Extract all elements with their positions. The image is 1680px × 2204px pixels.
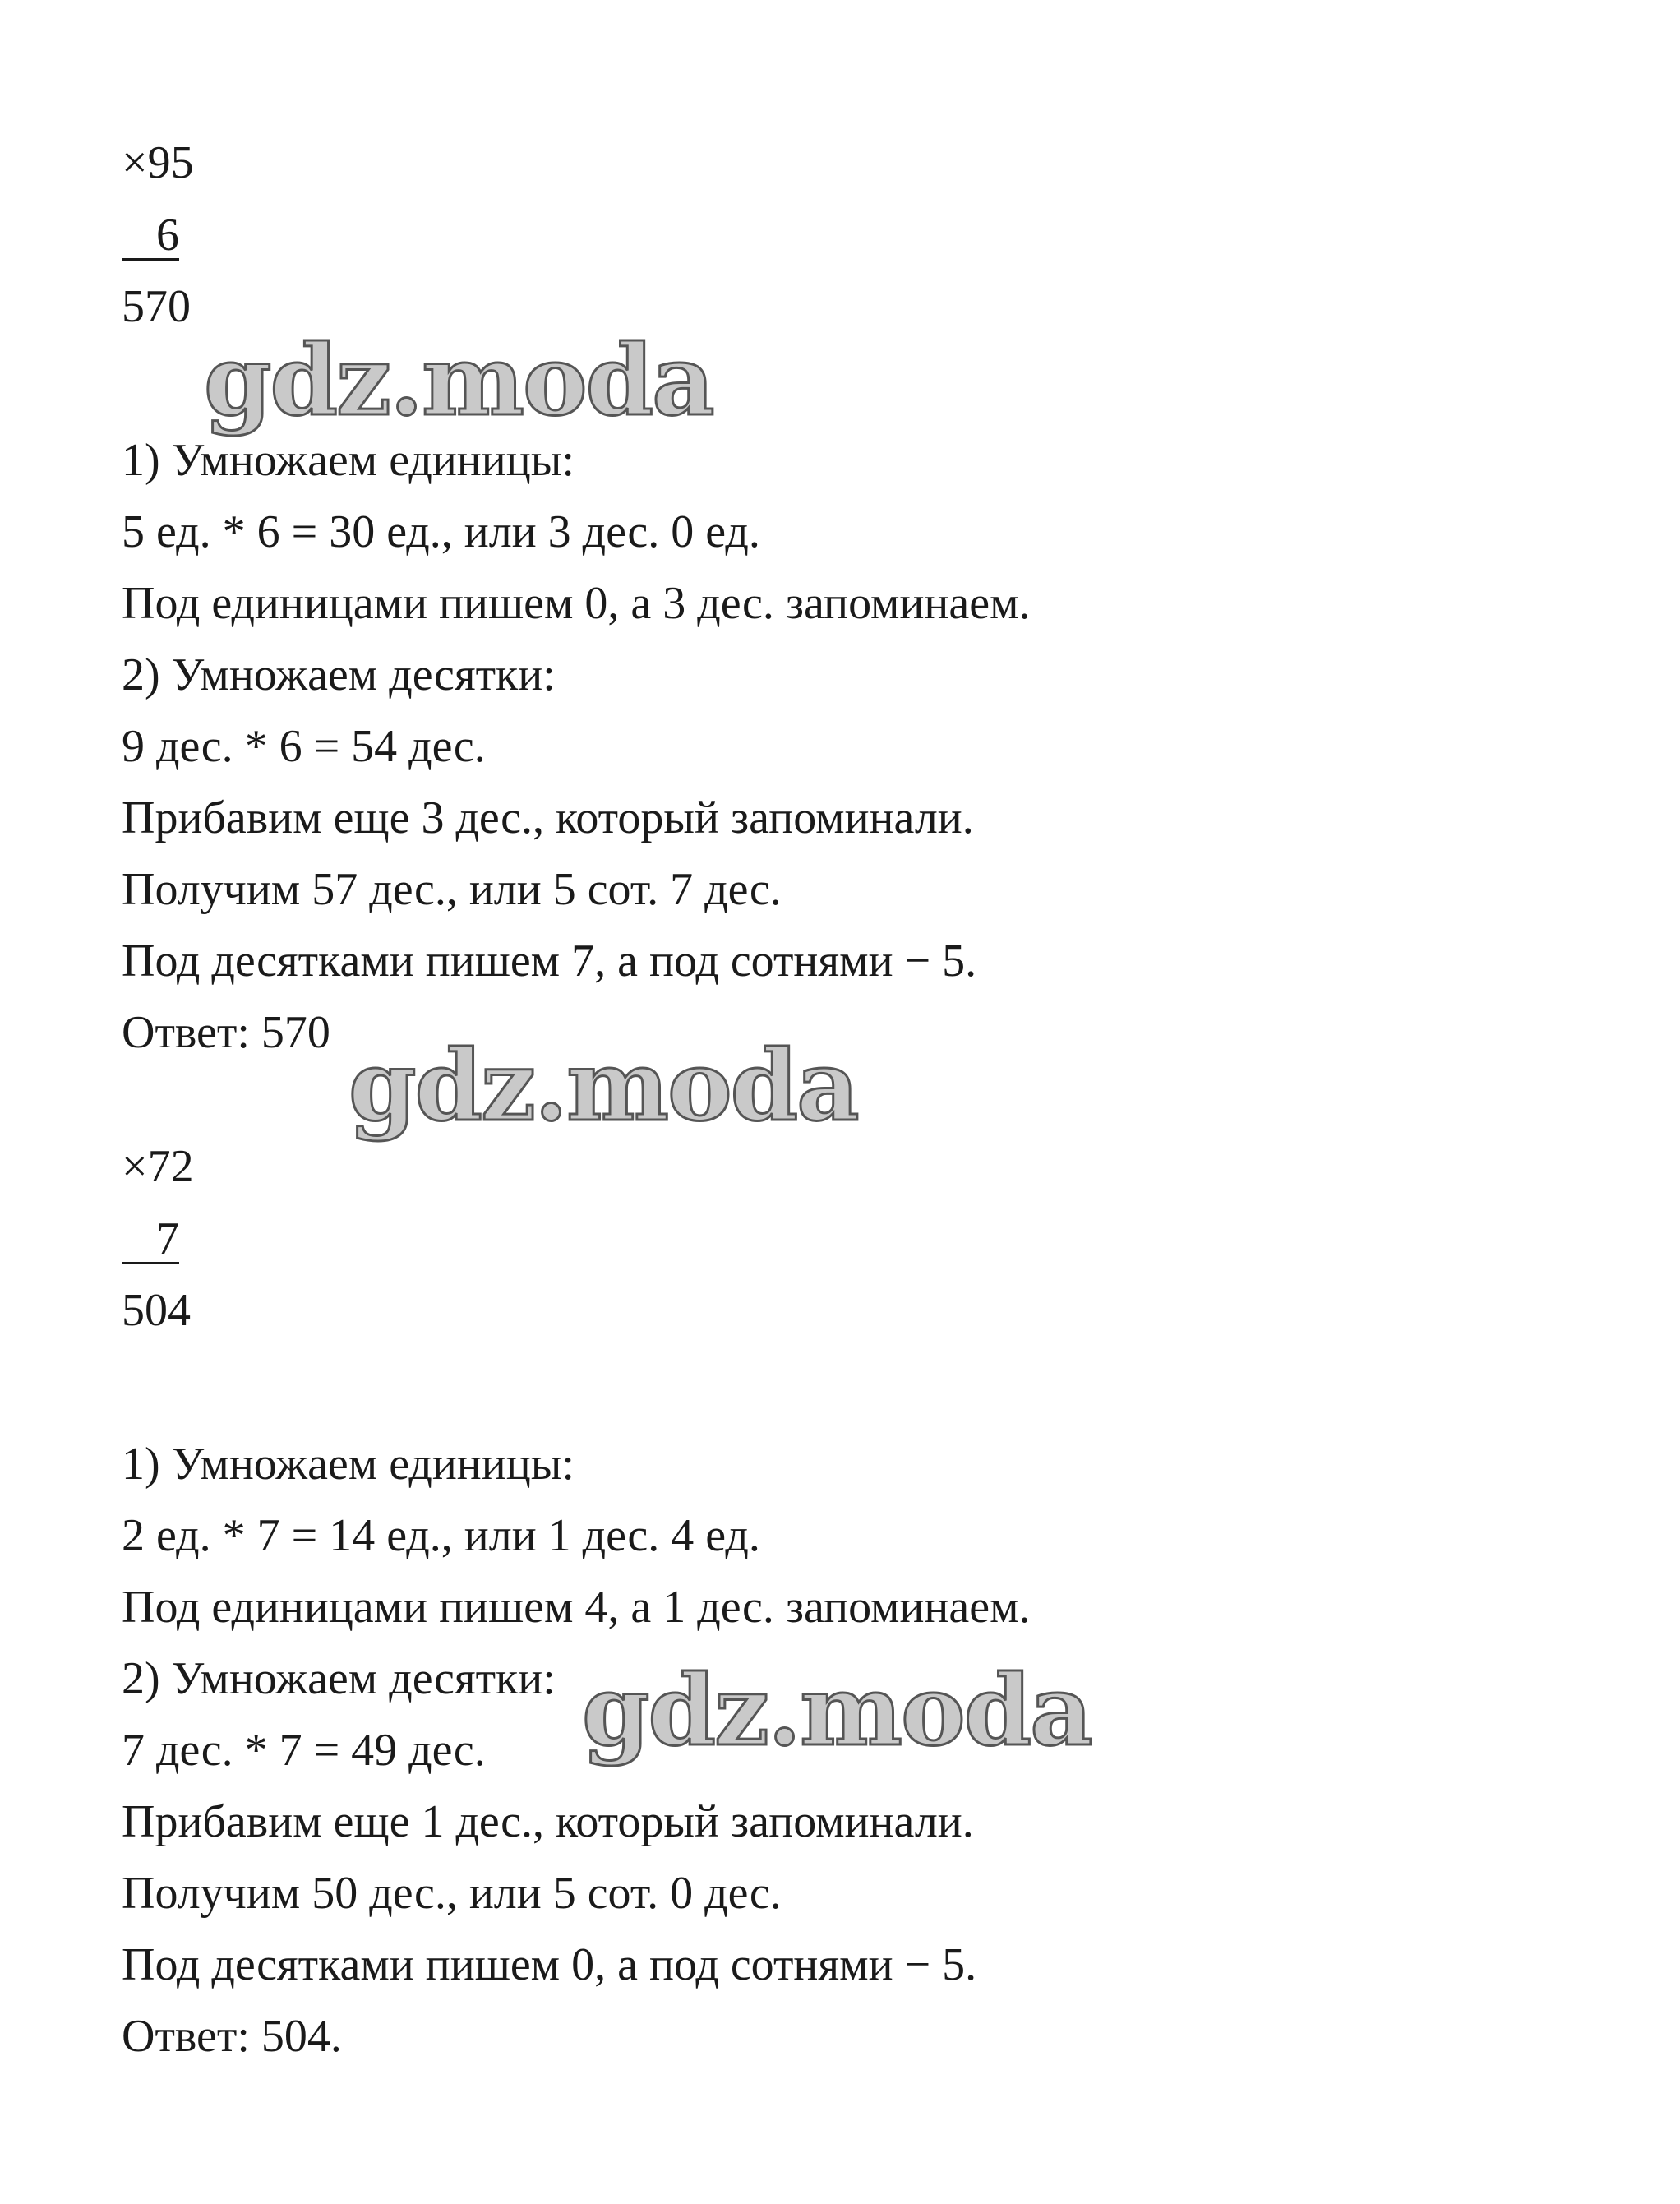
ex2-step-2: 2 ед. * 7 = 14 ед., или 1 дес. 4 ед. — [122, 1510, 760, 1561]
ex1-step-8: Под десятками пишем 7, а под сотнями − 5. — [122, 936, 977, 986]
watermark-logo: gdz.moda — [582, 1653, 1092, 1767]
ex2-multiplier: 7 — [156, 1213, 179, 1264]
ex2-step-4: 2) Умножаем десятки: — [122, 1653, 556, 1704]
ex2-product: 504 — [122, 1285, 191, 1336]
ex1-step-7: Получим 57 дес., или 5 сот. 7 дес. — [122, 864, 782, 915]
ex1-step-4: 2) Умножаем десятки: — [122, 649, 556, 700]
ex1-step-5: 9 дес. * 6 = 54 дес. — [122, 721, 486, 772]
ex1-product: 570 — [122, 281, 191, 332]
ex2-step-6: Прибавим еще 1 дес., который запоминали. — [122, 1796, 974, 1847]
ex1-multiplier: 6 — [156, 210, 179, 261]
watermark-logo: gdz.moda — [348, 1028, 858, 1143]
ex1-step-3: Под единицами пишем 0, а 3 дес. запоминаем. — [122, 578, 1031, 629]
ex1-step-1: 1) Умножаем единицы: — [122, 435, 575, 486]
ex2-step-5: 7 дес. * 7 = 49 дес. — [122, 1725, 486, 1776]
ex1-step-2: 5 ед. * 6 = 30 ед., или 3 дес. 0 ед. — [122, 506, 760, 557]
ex2-step-8: Под десятками пишем 0, а под сотнями − 5. — [122, 1939, 977, 1990]
ex2-answer: Ответ: 504. — [122, 2011, 342, 2062]
ex2-step-7: Получим 50 дес., или 5 сот. 0 дес. — [122, 1868, 782, 1919]
ex2-multiplicand: ×72 — [122, 1141, 194, 1192]
ex1-multiplicand: ×95 — [122, 137, 194, 188]
ex1-step-6: Прибавим еще 3 дес., который запоминали. — [122, 792, 974, 843]
ex1-answer: Ответ: 570 — [122, 1007, 330, 1058]
watermark-logo: gdz.moda — [204, 323, 713, 437]
ex2-step-3: Под единицами пишем 4, а 1 дес. запоминаем. — [122, 1582, 1031, 1633]
ex2-multiplier-line — [122, 1213, 179, 1265]
ex1-multiplier-line — [122, 209, 179, 261]
ex2-step-1: 1) Умножаем единицы: — [122, 1439, 575, 1490]
